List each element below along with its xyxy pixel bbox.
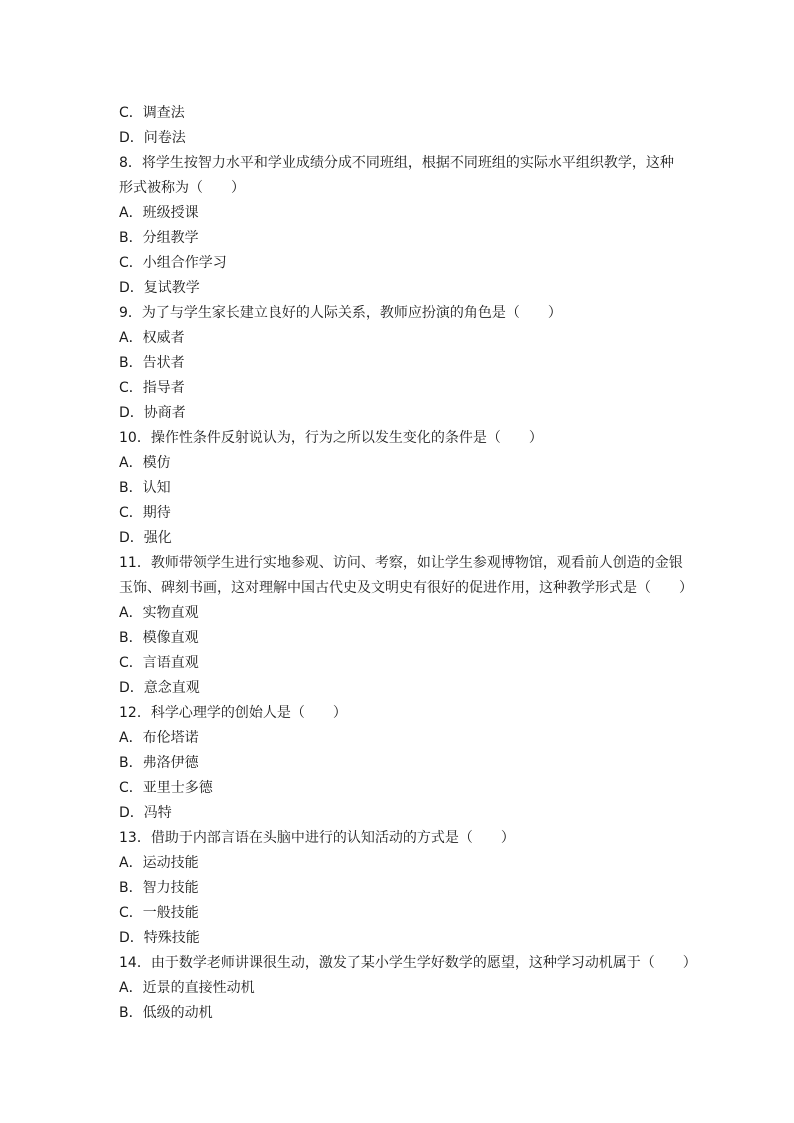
question-10-stem: 10．操作性条件反射说认为，行为之所以发生变化的条件是（ ） — [119, 430, 543, 446]
option-line: A．权威者 — [119, 330, 185, 346]
question-11-stem: 11．教师带领学生进行实地参观、访问、考察，如让学生参观博物馆，观看前人创造的金银 — [119, 555, 683, 571]
question-8-stem: 8．将学生按智力水平和学业成绩分成不同班组，根据不同班组的实际水平组织教学，这种 — [119, 155, 674, 171]
question-9-stem: 9．为了与学生家长建立良好的人际关系，教师应扮演的角色是（ ） — [119, 305, 562, 321]
option-line: B．告状者 — [119, 355, 185, 371]
option-line: D．复试教学 — [119, 280, 200, 296]
question-14-stem: 14．由于数学老师讲课很生动，激发了某小学生学好数学的愿望，这种学习动机属于（ ） — [119, 955, 697, 971]
question-list — [119, 101, 697, 1026]
option-line: A．实物直观 — [119, 605, 199, 621]
option-line: B．分组教学 — [119, 230, 199, 246]
question-11-stem-cont: 玉饰、碑刻书画，这对理解中国古代史及文明史有很好的促进作用，这种教学形式是（ ） — [119, 580, 693, 596]
option-line: D．问卷法 — [119, 130, 186, 146]
option-line: D．冯特 — [119, 805, 172, 821]
option-line: A．模仿 — [119, 455, 171, 471]
option-line: D．协商者 — [119, 405, 186, 421]
option-line: D．强化 — [119, 530, 172, 546]
option-line: B．弗洛伊德 — [119, 755, 199, 771]
option-line: C．期待 — [119, 505, 171, 521]
option-line: A．近景的直接性动机 — [119, 980, 255, 996]
question-8-stem-cont: 形式被称为（ ） — [119, 180, 245, 196]
question-12-stem: 12．科学心理学的创始人是（ ） — [119, 705, 347, 721]
option-line: B．低级的动机 — [119, 1005, 213, 1021]
option-line: D．意念直观 — [119, 680, 200, 696]
option-line: A．布伦塔诺 — [119, 730, 199, 746]
option-line: C．指导者 — [119, 380, 185, 396]
option-line: A．运动技能 — [119, 855, 199, 871]
option-line: B．认知 — [119, 480, 171, 496]
option-line: C．言语直观 — [119, 655, 199, 671]
option-line: A．班级授课 — [119, 205, 199, 221]
option-line: B．智力技能 — [119, 880, 199, 896]
option-line: C．调查法 — [119, 105, 185, 121]
option-line: C．一般技能 — [119, 905, 199, 921]
option-line: D．特殊技能 — [119, 930, 200, 946]
question-13-stem: 13．借助于内部言语在头脑中进行的认知活动的方式是（ ） — [119, 830, 515, 846]
option-line: C．亚里士多德 — [119, 780, 213, 796]
option-line: C．小组合作学习 — [119, 255, 227, 271]
option-line: B．模像直观 — [119, 630, 199, 646]
